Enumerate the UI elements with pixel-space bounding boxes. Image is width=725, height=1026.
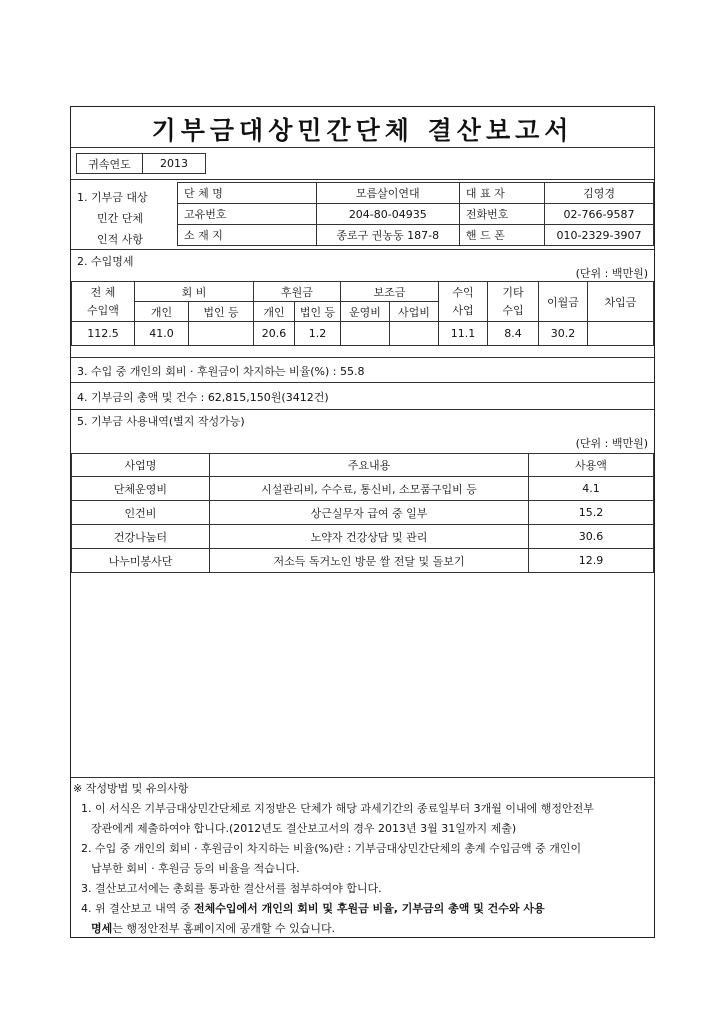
- note-3: 3. 결산보고서에는 총회를 통과한 결산서를 첨부하여야 합니다.: [81, 882, 382, 895]
- usage-row: 건강나눔터 노약자 건강상담 및 관리 30.6: [72, 525, 654, 549]
- usage-header-row: [72, 454, 654, 477]
- year-label: 귀속연도: [77, 154, 143, 174]
- usage-row: 단체운영비 시설관리비, 수수료, 통신비, 소모품구입비 등 4.1: [72, 477, 654, 501]
- header-sponsorship-individual: 개인: [254, 302, 295, 322]
- usage-row: 인건비 상근실무자 급여 중 일부 15.2: [72, 501, 654, 525]
- usage-header-name: 사업명: [72, 454, 210, 477]
- income-unit: (단위 : 백만원): [575, 267, 648, 280]
- notes-section: [73, 779, 653, 939]
- usage-table: [71, 453, 654, 573]
- header-membership: 회 비: [135, 282, 254, 302]
- report-form: [70, 106, 655, 938]
- header-sponsorship-corporate: 법인 등: [295, 302, 341, 322]
- note-1-cont: 장관에게 제출하여야 합니다.(2012년도 결산보고서의 경우 2013년 3월 31일까지 제출): [91, 822, 517, 835]
- donation-total-text: 4. 기부금의 총액 및 건수 : 62,815,150원(3412건): [77, 391, 329, 404]
- header-other: 기타 수입: [488, 282, 539, 322]
- income-table: [71, 281, 654, 346]
- usage-header-content: 주요내용: [210, 454, 529, 477]
- report-title: 기부금대상민간단체 결산보고서: [151, 116, 574, 145]
- header-subsidy-project: 사업비: [390, 302, 439, 322]
- usage-section-title: 5. 기부금 사용내역(별지 작성가능): [77, 415, 245, 428]
- notes-title: ※ 작성방법 및 유의사항: [73, 782, 189, 795]
- year-box: [76, 153, 206, 174]
- header-loan: 차입금: [588, 282, 654, 322]
- usage-row: 나누미봉사단 저소득 독거노인 방문 쌀 전달 및 돌보기 12.9: [72, 549, 654, 573]
- header-subsidy-operating: 운영비: [341, 302, 390, 322]
- header-membership-individual: 개인: [135, 302, 189, 322]
- org-info-label: 1. 기부금 대상 민간 단체 인적 사항: [77, 191, 148, 246]
- header-total: 전 체 수입액: [72, 282, 135, 322]
- note-2: 2. 수입 중 개인의 회비 · 후원금이 차지하는 비율(%)란 : 기부금대상민간단체의 총계 수입금액 중 개인이: [81, 842, 582, 855]
- note-2-cont: 납부한 회비 · 후원금 등의 비율을 적습니다.: [91, 862, 300, 875]
- usage-unit: (단위 : 백만원): [575, 437, 648, 450]
- year-value: 2013: [143, 154, 206, 174]
- header-subsidy: 보조금: [341, 282, 439, 302]
- individual-ratio-text: 3. 수입 중 개인의 회비 · 후원금이 차지하는 비율(%) : 55.8: [77, 365, 365, 378]
- note-4: 4. 위 결산보고 내역 중 전체수입에서 개인의 회비 및 후원금 비율, 기부금의 총액 및 건수와 사용: [81, 902, 545, 915]
- usage-header-amount: 사용액: [529, 454, 654, 477]
- header-profit: 수익 사업: [439, 282, 488, 322]
- header-membership-corporate: 법인 등: [189, 302, 254, 322]
- note-1: 1. 이 서식은 기부금대상민간단체로 지정받은 단체가 해당 과세기간의 종료일부터 3개월 이내에 행정안전부: [81, 802, 594, 815]
- org-info-row: 단 체 명 모름살이연대 대 표 자 김영경: [178, 183, 654, 204]
- header-carryover: 이월금: [539, 282, 588, 322]
- income-section-title: 2. 수입명세: [77, 255, 134, 268]
- org-info-row: 고유번호 204-80-04935 전화번호 02-766-9587: [178, 204, 654, 225]
- income-values-row: 112.5 41.0 20.6 1.2 11.1 8.4 30.2: [72, 322, 654, 346]
- header-sponsorship: 후원금: [254, 282, 341, 302]
- org-info-table: [177, 182, 654, 246]
- org-info-row: 소 재 지 종로구 권농동 187-8 핸 드 폰 010-2329-3907: [178, 225, 654, 246]
- note-4-cont: 명세는 행정안전부 홈페이지에 공개할 수 있습니다.: [91, 922, 336, 935]
